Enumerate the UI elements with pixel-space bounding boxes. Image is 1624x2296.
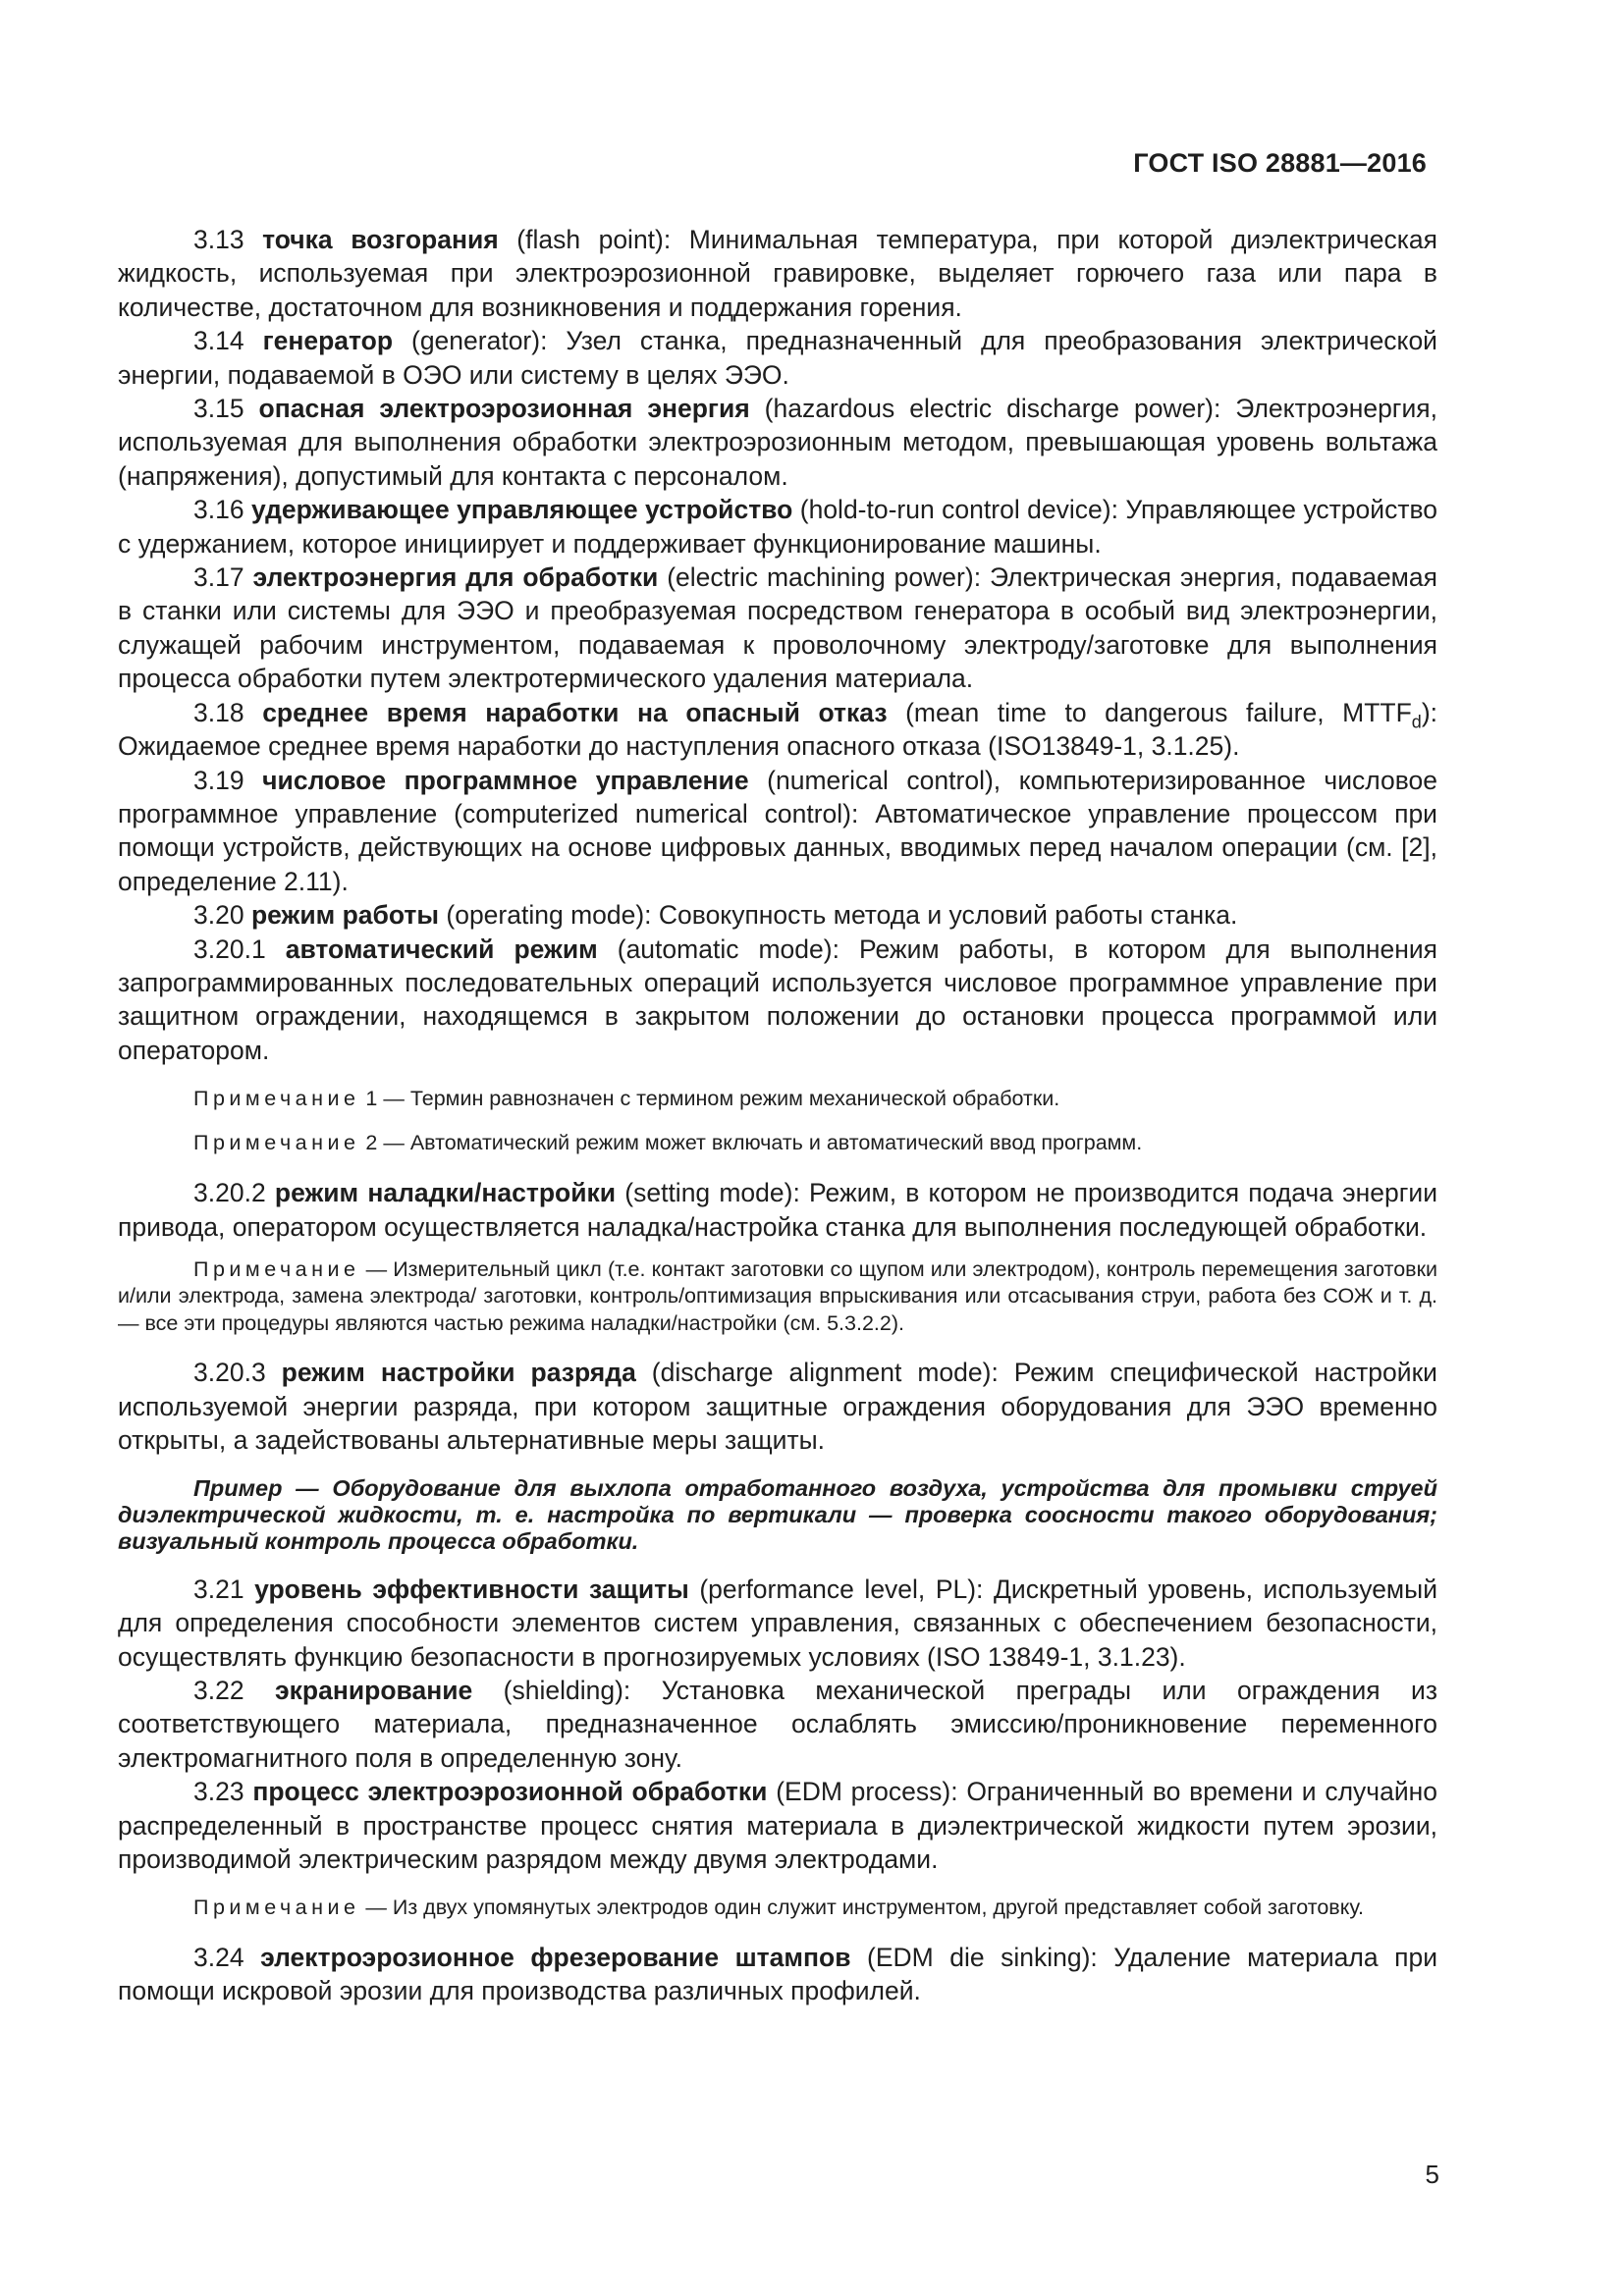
note-text: 2 — Автоматический режим может включать и автоматический ввод программ. bbox=[359, 1130, 1143, 1154]
note-text: — Из двух упомянутых электродов один служит инструментом, другой представляет собой заготовку. bbox=[359, 1896, 1364, 1920]
example-paragraph: Пример — Оборудование для выхлопа отработанного воздуха, устройства для промывки струей диэлектрической жидкости, т. е. настройка по вертикали — проверка соосности такого оборудования; визуальный контроль процесса обработки. bbox=[118, 1474, 1437, 1554]
term-number: 3.13 bbox=[193, 225, 244, 254]
term-definition: (setting mode): Режим, в котором не производится подача энергии привода, оператором осуществляется наладка/настройка станка для выполнения последующей обработки. bbox=[118, 1178, 1437, 1242]
term-number: 3.17 bbox=[193, 562, 244, 593]
term-definition: (flash point): Минимальная температура, при которой диэлектрическая жидкость, используемая при электроэрозионной гравировке, выделяет горючего газа или пара в количестве, достаточном для возникновения и поддержания горения. bbox=[118, 225, 1437, 322]
note-text: — Измерительный цикл (т.е. контакт заготовки со щупом или электродом), контроль перемещения заготовки и/или электрода, замена электрода/ заготовки, контроль/оптимизация впрыскивания или отсасывания струи, работа без СОЖ и т. д. — все эти процедуры являются частью режима наладки/настройки (см. 5.3.2.2). bbox=[118, 1256, 1437, 1335]
term-title: электроэнергия для обработки bbox=[252, 562, 659, 593]
term-paragraph bbox=[118, 898, 1437, 932]
term-definition: (electric machining power): Электрическая энергия, подаваемая в станки или системы для ЭЭО и преобразуемая посредством генератора в особый вид электроэнергии, служащей рабочим инструментом, подаваемая к проволочному электроду/заготовке для выполнения процесса обработки путем электротермического удаления материала. bbox=[118, 562, 1437, 694]
term-title: уровень эффективности защиты bbox=[254, 1574, 689, 1604]
term-definition: (shielding): Установка механической преграды или ограждения из соответствующего материала, предназначенное ослаблять эмиссию/проникновение переменного электромагнитного поля в определенную зону. bbox=[118, 1675, 1437, 1773]
term-title: опасная электроэрозионная энергия bbox=[258, 394, 750, 424]
term-title: удерживающее управляющее устройство bbox=[251, 495, 793, 525]
term-paragraph bbox=[118, 223, 1437, 324]
note-label: Примечание bbox=[193, 1087, 360, 1111]
term-number: 3.14 bbox=[193, 326, 244, 356]
term-definition: (automatic mode): Режим работы, в котором для выполнения запрограммированных последовательных операций используется числовое программное управление при защитном ограждении, находящемся в закрытом положении до остановки процесса программой или оператором. bbox=[118, 934, 1437, 1065]
term-number: 3.15 bbox=[193, 394, 244, 424]
term-title: точка возгорания bbox=[262, 225, 499, 254]
term-title: режим настройки разряда bbox=[281, 1358, 636, 1388]
term-number: 3.20.2 bbox=[193, 1178, 266, 1208]
term-paragraph bbox=[118, 561, 1437, 696]
term-title: генератор bbox=[262, 326, 394, 356]
term-paragraph bbox=[118, 1674, 1437, 1775]
note-text: 1 — Термин равнозначен с термином режим механической обработки. bbox=[359, 1087, 1060, 1111]
term-definition: (hazardous electric discharge power): Электроэнергия, используемая для выполнения обработки электроэрозионным методом, превышающая уровень вольтажа (напряжения), допустимый для контакта с персоналом. bbox=[118, 394, 1437, 491]
term-definition: (EDM process): Ограниченный во времени и случайно распределенный в пространстве процесс снятия материала в диэлектрической жидкости путем эрозии, производимой электрическим разрядом между двумя электродами. bbox=[118, 1777, 1437, 1874]
term-paragraph bbox=[118, 1941, 1437, 2008]
term-definition: (performance level, PL): Дискретный уровень, используемый для определения способности элементов систем управления, связанных с обеспечением безопасности, осуществлять функцию безопасности в прогнозируемых условиях (ISO 13849-1, 3.1.23). bbox=[118, 1574, 1437, 1672]
note-label: Примечание bbox=[193, 1130, 360, 1154]
term-title: режим наладки/настройки bbox=[274, 1178, 617, 1208]
term-definition: (numerical control), компьютеризированное числовое программное управление (computerized numerical control): Автоматическое управление процессом при помощи устройств, действующих на основе цифровых данных, вводимых перед началом операции (см. [2], определение 2.11). bbox=[118, 765, 1437, 896]
term-number: 3.20 bbox=[193, 900, 244, 931]
term-title: автоматический режим bbox=[285, 934, 598, 964]
term-paragraph bbox=[118, 1356, 1437, 1457]
term-number: 3.19 bbox=[193, 765, 244, 795]
note-paragraph bbox=[118, 1895, 1437, 1922]
term-title: среднее время наработки на опасный отказ bbox=[262, 697, 888, 727]
term-title: экранирование bbox=[275, 1675, 473, 1705]
note-paragraph bbox=[118, 1086, 1437, 1113]
term-definition: (EDM die sinking): Удаление материала при помощи искровой эрозии для производства различных профилей. bbox=[118, 1942, 1437, 2006]
note-label: Примечание bbox=[193, 1896, 360, 1920]
term-definition: (hold-to-run control device): Управляющее устройство с удержанием, которое инициирует и поддерживает функционирование машины. bbox=[118, 495, 1437, 559]
term-paragraph bbox=[118, 1775, 1437, 1876]
term-paragraph bbox=[118, 696, 1437, 764]
term-paragraph bbox=[118, 933, 1437, 1068]
term-number: 3.20.3 bbox=[193, 1358, 266, 1388]
term-number: 3.21 bbox=[193, 1574, 244, 1604]
term-number: 3.22 bbox=[193, 1675, 244, 1705]
document-body bbox=[118, 223, 1437, 2008]
term-number: 3.16 bbox=[193, 495, 244, 525]
term-number: 3.23 bbox=[193, 1777, 244, 1807]
term-title: числовое программное управление bbox=[262, 765, 749, 795]
note-label: Примечание bbox=[193, 1256, 360, 1281]
term-paragraph bbox=[118, 493, 1437, 561]
term-paragraph bbox=[118, 324, 1437, 392]
note-paragraph bbox=[118, 1256, 1437, 1338]
page-number: 5 bbox=[1425, 2160, 1439, 2189]
note-paragraph bbox=[118, 1130, 1437, 1157]
term-title: электроэрозионное фрезерование штампов bbox=[260, 1942, 851, 1972]
subscript: d bbox=[1411, 711, 1422, 731]
term-paragraph bbox=[118, 1176, 1437, 1244]
term-paragraph bbox=[118, 392, 1437, 493]
document-header: ГОСТ ISO 28881—2016 bbox=[1133, 148, 1427, 178]
term-title: режим работы bbox=[250, 900, 440, 931]
term-number: 3.20.1 bbox=[193, 934, 266, 964]
term-definition: (discharge alignment mode): Режим специфической настройки используемой энергии разряда, при котором защитные ограждения оборудования для ЭЭО временно открыты, а задействованы альтернативные меры защиты. bbox=[118, 1358, 1437, 1456]
term-definition: (operating mode): Совокупность метода и условий работы станка. bbox=[439, 900, 1238, 931]
term-paragraph bbox=[118, 1573, 1437, 1674]
term-definition: (generator): Узел станка, предназначенный для преобразования электрической энергии, подаваемой в ОЭО или систему в целях ЭЭО. bbox=[118, 326, 1437, 390]
term-title: процесс электроэрозионной обработки bbox=[252, 1777, 768, 1807]
term-definition: (mean time to dangerous failure, MTTF bbox=[887, 697, 1412, 727]
term-paragraph bbox=[118, 764, 1437, 899]
term-number: 3.18 bbox=[193, 697, 244, 727]
term-definition-continued: ): Ожидаемое среднее время наработки до наступления опасного отказа (ISO13849-1, 3.1.25). bbox=[118, 697, 1437, 762]
term-number: 3.24 bbox=[193, 1942, 244, 1972]
